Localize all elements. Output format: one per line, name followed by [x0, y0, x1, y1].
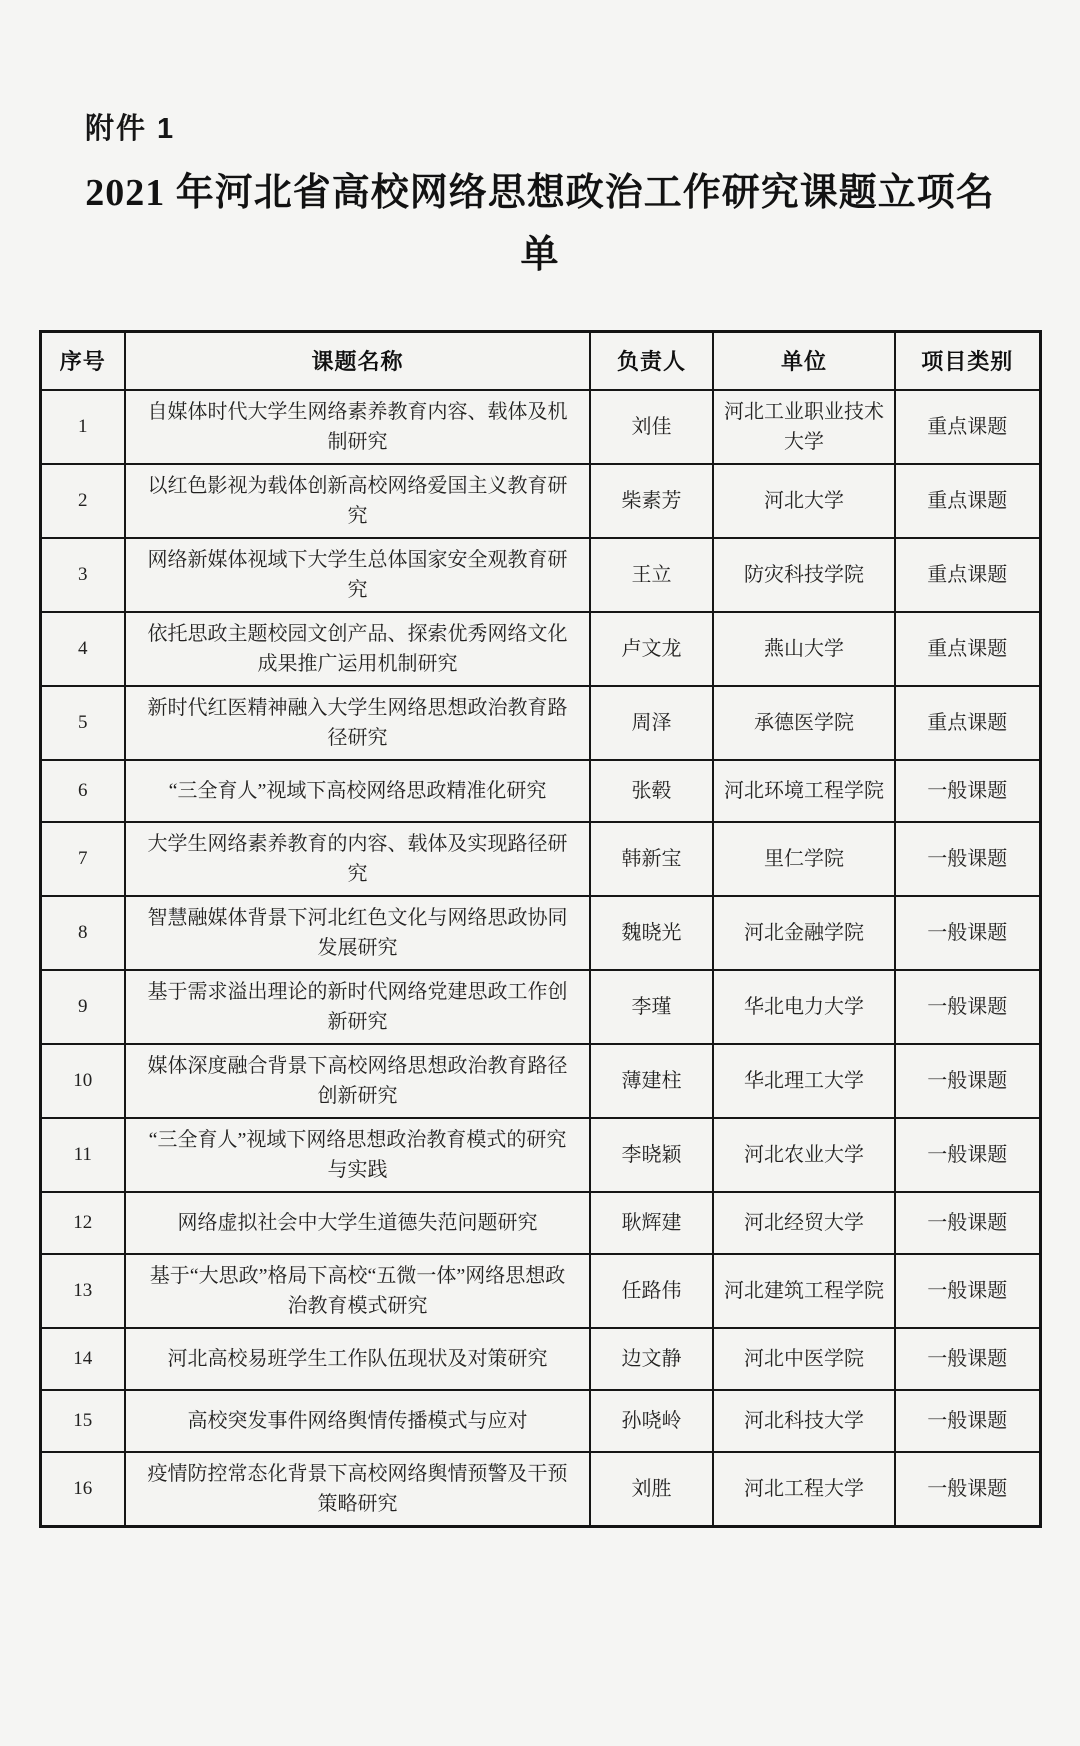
- cell-leader: 刘佳: [590, 390, 713, 464]
- header-unit: 单位: [713, 332, 895, 391]
- table-body: [40, 390, 1040, 1527]
- cell-unit: 河北金融学院: [713, 896, 895, 970]
- cell-category: 一般课题: [895, 1390, 1040, 1452]
- cell-unit: 华北电力大学: [713, 970, 895, 1044]
- table-header: [40, 332, 1040, 391]
- table-row: [40, 538, 1040, 612]
- cell-leader: 李晓颖: [590, 1118, 713, 1192]
- cell-serial: 13: [40, 1254, 125, 1328]
- cell-leader: 王立: [590, 538, 713, 612]
- cell-serial: 14: [40, 1328, 125, 1390]
- cell-leader: 孙哓岭: [590, 1390, 713, 1452]
- cell-project-title: 大学生网络素养教育的内容、载体及实现路径研究: [125, 822, 590, 896]
- cell-leader: 边文静: [590, 1328, 713, 1390]
- document-page: [0, 106, 1080, 1746]
- header-leader: 负责人: [590, 332, 713, 391]
- table-row: [40, 612, 1040, 686]
- cell-unit: 河北中医学院: [713, 1328, 895, 1390]
- cell-leader: 任路伟: [590, 1254, 713, 1328]
- table-row: [40, 1192, 1040, 1254]
- table-row: [40, 822, 1040, 896]
- cell-category: 一般课题: [895, 822, 1040, 896]
- page-title: 2021 年河北省高校网络思想政治工作研究课题立项名单: [85, 172, 995, 276]
- cell-category: 重点课题: [895, 390, 1040, 464]
- cell-unit: 河北科技大学: [713, 1390, 895, 1452]
- cell-unit: 华北理工大学: [713, 1044, 895, 1118]
- project-list-table: [39, 330, 1042, 1528]
- cell-project-title: 依托思政主题校园文创产品、探索优秀网络文化成果推广运用机制研究: [125, 612, 590, 686]
- cell-project-title: 新时代红医精神融入大学生网络思想政治教育路径研究: [125, 686, 590, 760]
- cell-project-title: 智慧融媒体背景下河北红色文化与网络思政协同发展研究: [125, 896, 590, 970]
- cell-project-title: 高校突发事件网络舆情传播模式与应对: [125, 1390, 590, 1452]
- cell-category: 一般课题: [895, 1452, 1040, 1527]
- cell-serial: 4: [40, 612, 125, 686]
- header-title: 课题名称: [125, 332, 590, 391]
- cell-serial: 9: [40, 970, 125, 1044]
- cell-serial: 8: [40, 896, 125, 970]
- cell-leader: 柴素芳: [590, 464, 713, 538]
- cell-serial: 6: [40, 760, 125, 822]
- table-row: [40, 896, 1040, 970]
- table-row: [40, 1044, 1040, 1118]
- cell-project-title: 以红色影视为载体创新高校网络爱国主义教育研究: [125, 464, 590, 538]
- cell-serial: 11: [40, 1118, 125, 1192]
- cell-unit: 河北农业大学: [713, 1118, 895, 1192]
- cell-unit: 河北工业职业技术大学: [713, 390, 895, 464]
- cell-unit: 河北大学: [713, 464, 895, 538]
- cell-project-title: “三全育人”视域下网络思想政治教育模式的研究与实践: [125, 1118, 590, 1192]
- cell-serial: 10: [40, 1044, 125, 1118]
- cell-serial: 15: [40, 1390, 125, 1452]
- table-row: [40, 464, 1040, 538]
- cell-project-title: 网络新媒体视域下大学生总体国家安全观教育研究: [125, 538, 590, 612]
- table-row: [40, 1390, 1040, 1452]
- cell-leader: 韩新宝: [590, 822, 713, 896]
- cell-project-title: “三全育人”视域下高校网络思政精准化研究: [125, 760, 590, 822]
- cell-project-title: 网络虚拟社会中大学生道德失范问题研究: [125, 1192, 590, 1254]
- cell-serial: 3: [40, 538, 125, 612]
- table-header-row: [40, 332, 1040, 391]
- cell-unit: 承德医学院: [713, 686, 895, 760]
- cell-leader: 耿辉建: [590, 1192, 713, 1254]
- cell-project-title: 基于需求溢出理论的新时代网络党建思政工作创新研究: [125, 970, 590, 1044]
- cell-leader: 李瑾: [590, 970, 713, 1044]
- cell-unit: 河北建筑工程学院: [713, 1254, 895, 1328]
- cell-category: 一般课题: [895, 760, 1040, 822]
- table-row: [40, 1254, 1040, 1328]
- cell-serial: 1: [40, 390, 125, 464]
- cell-category: 重点课题: [895, 538, 1040, 612]
- cell-unit: 防灾科技学院: [713, 538, 895, 612]
- table-row: [40, 760, 1040, 822]
- cell-category: 重点课题: [895, 686, 1040, 760]
- cell-project-title: 疫情防控常态化背景下高校网络舆情预警及干预策略研究: [125, 1452, 590, 1527]
- cell-leader: 周泽: [590, 686, 713, 760]
- cell-category: 一般课题: [895, 1328, 1040, 1390]
- cell-leader: 魏晓光: [590, 896, 713, 970]
- cell-serial: 5: [40, 686, 125, 760]
- cell-category: 一般课题: [895, 896, 1040, 970]
- cell-category: 一般课题: [895, 1044, 1040, 1118]
- cell-category: 一般课题: [895, 1254, 1040, 1328]
- cell-project-title: 媒体深度融合背景下高校网络思想政治教育路径创新研究: [125, 1044, 590, 1118]
- cell-unit: 河北环境工程学院: [713, 760, 895, 822]
- cell-leader: 刘胜: [590, 1452, 713, 1527]
- table-row: [40, 390, 1040, 464]
- header-serial: 序号: [40, 332, 125, 391]
- cell-category: 一般课题: [895, 970, 1040, 1044]
- table-row: [40, 1328, 1040, 1390]
- cell-unit: 里仁学院: [713, 822, 895, 896]
- cell-project-title: 自媒体时代大学生网络素养教育内容、载体及机制研究: [125, 390, 590, 464]
- cell-leader: 卢文龙: [590, 612, 713, 686]
- cell-leader: 薄建柱: [590, 1044, 713, 1118]
- cell-serial: 12: [40, 1192, 125, 1254]
- table-row: [40, 970, 1040, 1044]
- cell-category: 一般课题: [895, 1192, 1040, 1254]
- cell-serial: 7: [40, 822, 125, 896]
- cell-leader: 张毂: [590, 760, 713, 822]
- cell-category: 一般课题: [895, 1118, 1040, 1192]
- table-row: [40, 686, 1040, 760]
- cell-project-title: 河北高校易班学生工作队伍现状及对策研究: [125, 1328, 590, 1390]
- cell-project-title: 基于“大思政”格局下高校“五微一体”网络思想政治教育模式研究: [125, 1254, 590, 1328]
- header-category: 项目类别: [895, 332, 1040, 391]
- cell-unit: 河北工程大学: [713, 1452, 895, 1527]
- cell-serial: 2: [40, 464, 125, 538]
- cell-serial: 16: [40, 1452, 125, 1527]
- cell-unit: 燕山大学: [713, 612, 895, 686]
- cell-category: 重点课题: [895, 612, 1040, 686]
- table-row: [40, 1452, 1040, 1527]
- cell-category: 重点课题: [895, 464, 1040, 538]
- attachment-label: 附件 1: [85, 113, 176, 145]
- cell-unit: 河北经贸大学: [713, 1192, 895, 1254]
- table-row: [40, 1118, 1040, 1192]
